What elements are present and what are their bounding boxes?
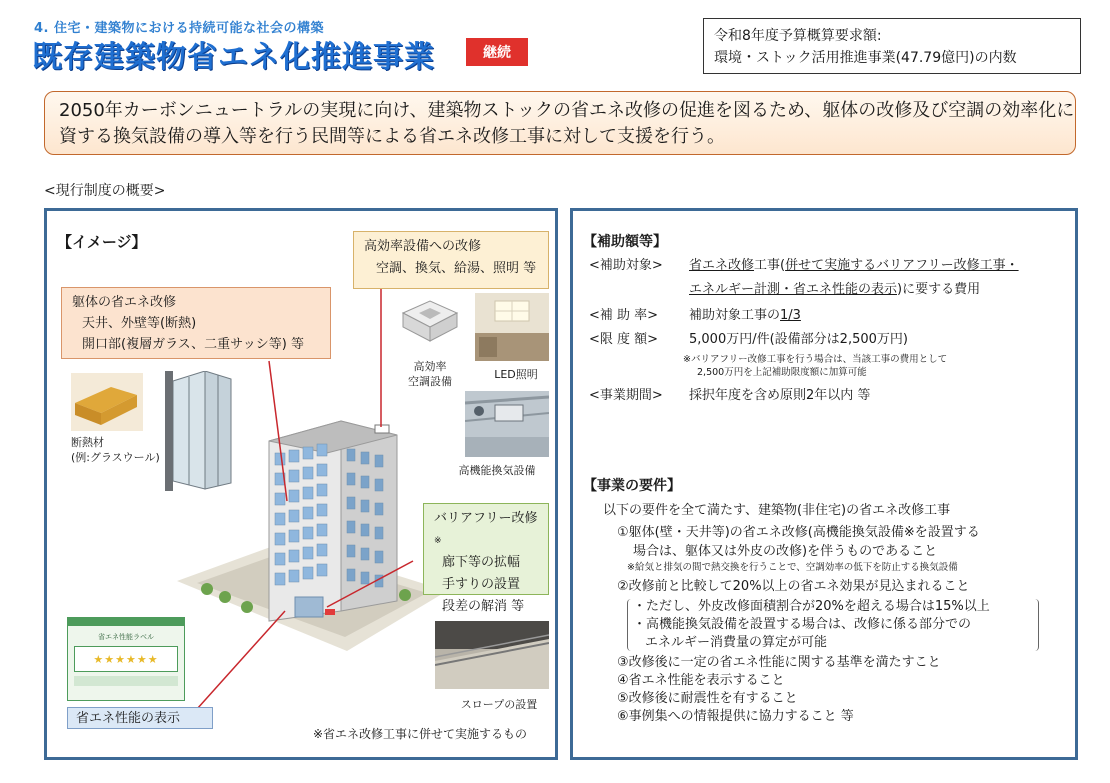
rate-text-a: 補助対象工事の (689, 308, 781, 323)
requirement-6: ⑥事例集への情報提供に協力すること 等 (617, 709, 854, 724)
limit-label: <限 度 額> (589, 332, 659, 347)
barrier-free-title-text: バリアフリー改修 (434, 511, 538, 526)
summary-box (44, 91, 1076, 155)
equipment-box-title: 高効率設備への改修 (364, 239, 482, 254)
ventilation-caption: 高機能換気設備 (458, 464, 536, 477)
barrier-free-title (434, 508, 538, 552)
period-text: 採択年度を含め原則2年以内 等 (689, 388, 871, 403)
requirement-1b: 場合は、躯体又は外皮の改修)を伴うものであること (633, 544, 938, 559)
requirements-intro: 以下の要件を全て満たす、建築物(非住宅)の省エネ改修工事 (603, 503, 951, 518)
energy-label-display-box: 省エネ性能の表示 (67, 707, 213, 729)
period-label: <事業期間> (589, 388, 663, 403)
barrier-free-line-1: 廊下等の拡幅 (442, 555, 521, 570)
aircon-caption-1: 高効率 (413, 360, 447, 373)
requirement-2c: エネルギー消費量の算定が可能 (645, 635, 828, 650)
requirement-1a: ①躯体(壁・天井等)の省エネ改修(高機能換気設備※を設置する (617, 525, 980, 540)
rate-label: <補 助 率> (589, 308, 659, 323)
target-label: <補助対象> (589, 258, 663, 273)
target-text-1a: 省エネ改修 (689, 258, 755, 273)
insulation-caption-2: (例:グラスウール) (71, 451, 160, 464)
summary-line-1: 2050年カーボンニュートラルの実現に向け、建築物ストックの省エネ改修の促進を図るため、躯体の改修及び空調の効率化に (59, 100, 1075, 121)
shell-box-line-2: 開口部(複層ガラス、二重サッシ等) 等 (82, 337, 305, 352)
limit-text: 5,000万円/件(設備部分は2,500万円) (689, 332, 908, 347)
rate-text (689, 305, 801, 327)
page-title: 既存建築物省エネ化推進事業 (32, 40, 435, 75)
insulation-caption-1: 断熱材 (71, 436, 104, 449)
requirement-4: ④省エネ性能を表示すること (617, 673, 785, 688)
barrier-free-line-2: 手すりの設置 (442, 577, 521, 592)
target-text-1c: 併せて実施するバリアフリー改修工事・ (785, 258, 1019, 273)
limit-note-2: 2,500万円を上記補助限度額に加算可能 (697, 367, 867, 378)
limit-note-1: ※バリアフリー改修工事を行う場合は、当該工事の費用として (683, 354, 948, 365)
requirement-2b: ・高機能換気設備を設置する場合は、改修に係る部分での (633, 617, 972, 632)
slope-photo (435, 621, 549, 689)
energy-label-stars: ★★★★★★ (93, 652, 159, 666)
requirement-5: ⑤改修後に耐震性を有すること (617, 691, 798, 706)
target-text-line-2 (689, 279, 980, 301)
led-caption: LED照明 (494, 368, 538, 381)
target-text-1b: 工事( (754, 258, 786, 273)
requirement-1-note: ※給気と排気の間で熱交換を行うことで、空調効率の低下を防止する換気設備 (627, 562, 958, 573)
budget-box (703, 18, 1081, 74)
section-subtitle: 4. 住宅・建築物における持続可能な社会の構築 (34, 21, 325, 36)
requirements-heading: 【事業の要件】 (583, 478, 681, 494)
shell-box-title: 躯体の省エネ改修 (72, 295, 177, 310)
status-badge: 継続 (466, 38, 528, 66)
requirement-3: ③改修後に一定の省エネ性能に関する基準を満たすこと (617, 655, 941, 670)
shell-box-line-1: 天井、外壁等(断熱) (82, 316, 197, 331)
slope-caption: スロープの設置 (460, 698, 538, 711)
budget-line-2: 環境・ストック活用推進事業(47.79億円)の内数 (714, 50, 1017, 66)
target-text-2b: )に要する費用 (897, 282, 981, 297)
subsidy-heading: 【補助額等】 (583, 234, 667, 250)
aircon-caption-2: 空調設備 (408, 375, 452, 388)
image-heading: 【イメージ】 (57, 233, 147, 251)
barrier-free-mark: ※ (434, 536, 442, 546)
rate-text-b: 1/3 (780, 308, 801, 323)
summary-line-2: 資する換気設備の導入等を行う民間等による省エネ改修工事に対して支援を行う。 (59, 126, 725, 147)
overview-label: <現行制度の概要> (44, 183, 166, 199)
target-text-2a: エネルギー計測・省エネ性能の表示 (689, 282, 898, 297)
energy-label-title: 省エネ性能ラベル (98, 633, 154, 641)
details-panel (570, 208, 1078, 760)
target-text-line-1 (689, 255, 1019, 277)
image-panel (44, 208, 558, 760)
budget-line-1: 令和8年度予算概算要求額: (714, 28, 882, 44)
barrier-free-line-3: 段差の解消 等 (442, 599, 525, 614)
equipment-box-line: 空調、換気、給湯、照明 等 (376, 261, 537, 276)
requirement-2a: ・ただし、外皮改修面積割合が20%を超える場合は15%以上 (633, 599, 990, 614)
energy-label-card (67, 617, 185, 701)
requirement-2: ②改修前と比較して20%以上の省エネ効果が見込まれること (617, 579, 970, 594)
image-footnote: ※省エネ改修工事に併せて実施するもの (313, 727, 528, 741)
barrier-free-box (423, 503, 549, 614)
